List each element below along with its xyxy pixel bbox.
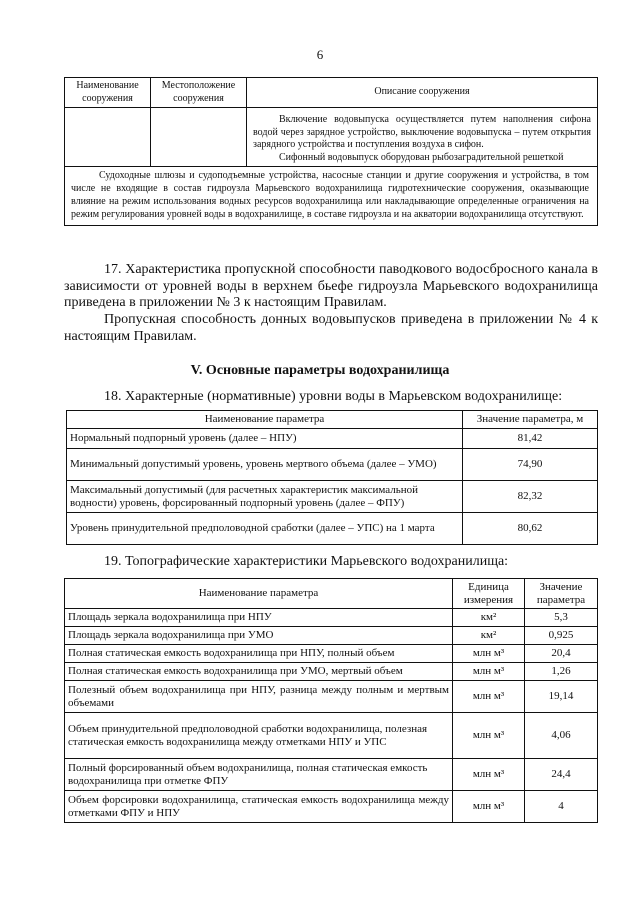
parameter-value: 19,14 [525,681,598,713]
parameter-unit: млн м³ [453,759,525,791]
table-row [65,791,598,823]
table-row [65,713,598,759]
topography-header [65,579,598,609]
table-row [67,481,598,513]
paragraph-17-continued: Пропускная способность донных водовыпусков приведена в приложении № 4 к настоящим Правилам. [64,312,598,344]
parameter-name: Нормальный подпорный уровень (далее – НПУ) [67,429,463,449]
parameter-name: Площадь зеркала водохранилища при НПУ [65,609,453,627]
parameter-name: Уровень принудительной предполоводной сработки (далее – УПС) на 1 марта [67,513,463,545]
water-levels-header [67,411,598,429]
parameter-name: Полная статическая емкость водохранилища при НПУ, полный объем [65,645,453,663]
parameter-name: Минимальный допустимый уровень, уровень мертвого объема (далее – УМО) [67,449,463,481]
description-paragraph: Включение водовыпуска осуществляется путем наполнения сифона водой через зарядное устройство, выключение водовыпуска – путем открытия зарядного устройства и поступления воздуха в сифон. [253,114,591,150]
parameter-name: Площадь зеркала водохранилища при УМО [65,627,453,645]
header-structure-location: Местоположение сооружения [151,78,247,108]
header-unit: Единица измерения [453,579,525,609]
parameter-name: Полная статическая емкость водохранилища при УМО, мертвый объем [65,663,453,681]
header-parameter-name: Наименование параметра [67,411,463,429]
table-row [65,759,598,791]
paragraph-19: 19. Топографические характеристики Марьевского водохранилища: [104,554,509,569]
header-parameter-value: Значение параметра, м [463,411,598,429]
parameter-value: 4,06 [525,713,598,759]
table-row [65,663,598,681]
structure-description-cell [247,108,598,167]
parameter-value: 5,3 [525,609,598,627]
table-row [65,681,598,713]
parameter-name: Максимальный допустимый (для расчетных характеристик максимальной водности) уровень, форсированный подпорный уровень (далее – ФПУ) [67,481,463,513]
structure-name-cell [65,108,151,167]
table-row [67,449,598,481]
structures-table [64,77,598,226]
water-levels-table [66,410,598,545]
other-structures-note [65,167,598,226]
parameter-name: Объем форсировки водохранилища, статическая емкость водохранилища между отметками ФПУ и НПУ [65,791,453,823]
table-row [65,609,598,627]
parameter-unit: км² [453,609,525,627]
parameter-value: 1,26 [525,663,598,681]
topography-table [64,578,598,823]
parameter-value: 82,32 [463,481,598,513]
table-row [65,627,598,645]
table-row [65,645,598,663]
parameter-unit: км² [453,627,525,645]
parameter-value: 4 [525,791,598,823]
parameter-name: Объем принудительной предполоводной сработки водохранилища, полезная статическая емкость водохранилища между отметками НПУ и УПС [65,713,453,759]
parameter-unit: млн м³ [453,681,525,713]
other-structures-text: Судоходные шлюзы и судоподъемные устройства, насосные станции и другие сооружения и устройства, в том числе не входящие в состав гидроузла Марьевского водохранилища гидротехнические сооружения, оказывающие влияние на режим использования водных ресурсов водохранилища или накладывающие определенные ограничения на режим регулирования уровней воды в водохранилище, в составе гидроузла и на акватории водохранилища отсутствуют. [71,170,589,220]
description-paragraph: Сифонный водовыпуск оборудован рыбозаградительной решеткой [279,151,564,163]
parameter-name: Полный форсированный объем водохранилища, полная статическая емкость водохранилища при отметке ФПУ [65,759,453,791]
parameter-value: 74,90 [463,449,598,481]
header-structure-name: Наименование сооружения [65,78,151,108]
header-parameter-name: Наименование параметра [65,579,453,609]
parameter-value: 0,925 [525,627,598,645]
parameter-unit: млн м³ [453,645,525,663]
header-value: Значение параметра [525,579,598,609]
parameter-unit: млн м³ [453,663,525,681]
parameter-value: 20,4 [525,645,598,663]
table-row [65,108,598,167]
parameter-unit: млн м³ [453,713,525,759]
table-row [67,513,598,545]
table-row [67,429,598,449]
page-number: 6 [316,47,324,62]
structures-table-header [65,78,598,108]
structure-location-cell [151,108,247,167]
parameter-unit: млн м³ [453,791,525,823]
parameter-value: 80,62 [463,513,598,545]
paragraph-17: 17. Характеристика пропускной способности паводкового водосбросного канала в зависимости от уровней воды в верхнем бьефе гидроузла Марьевского водохранилища приведена в приложении № 3 к настоящим Правилам. [64,262,598,310]
table-row [65,167,598,226]
parameter-value: 81,42 [463,429,598,449]
section-heading: V. Основные параметры водохранилища [190,363,450,378]
parameter-value: 24,4 [525,759,598,791]
header-structure-description: Описание сооружения [247,78,598,108]
parameter-name: Полезный объем водохранилища при НПУ, разница между полным и мертвым объемами [65,681,453,713]
paragraph-18: 18. Характерные (нормативные) уровни воды в Марьевском водохранилище: [104,389,563,404]
